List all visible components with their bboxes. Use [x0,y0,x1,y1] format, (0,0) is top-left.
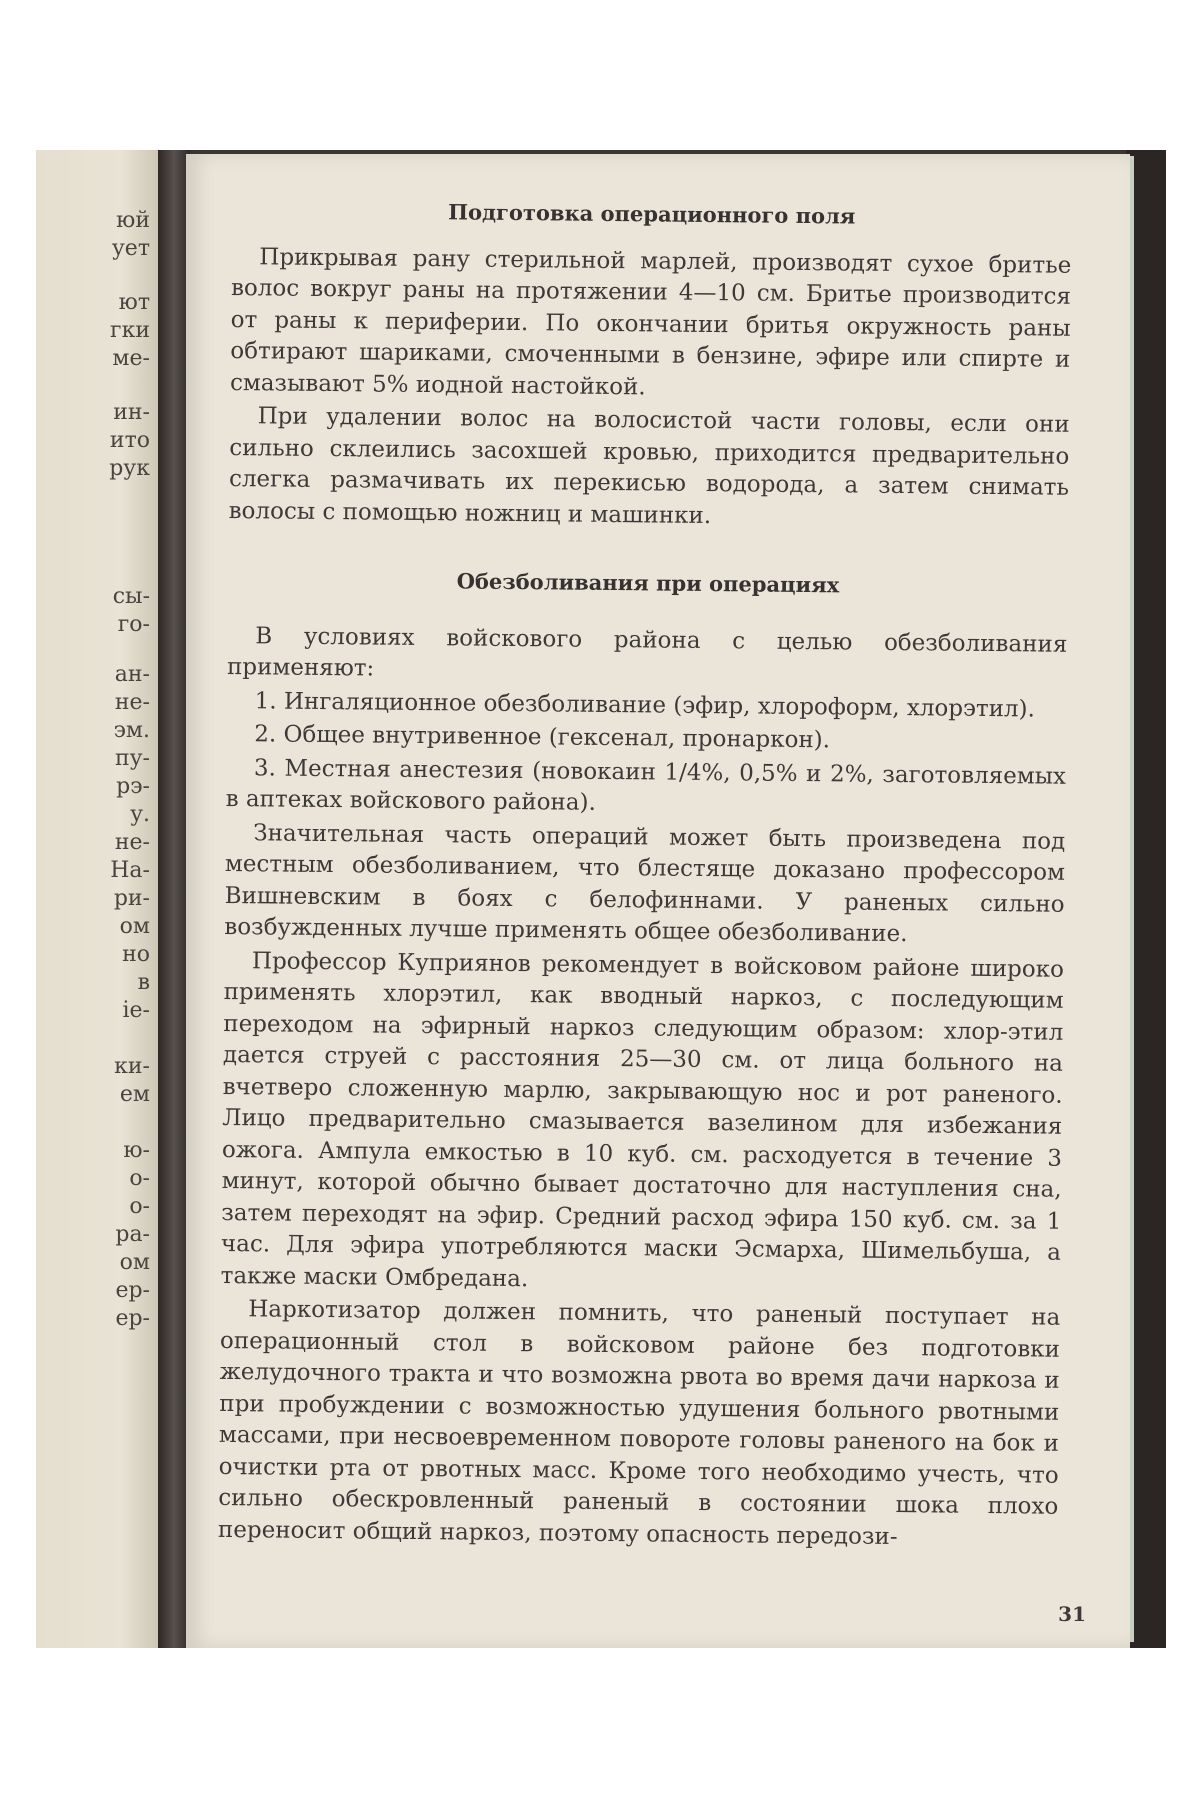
paragraph: Значительная часть операций может быть произведена под местным обезболиванием, что блестяще доказано профессором Вишневским в боях с белофиннами. У раненых сильно возбужденных лучше применять общее обезболивание. [224,819,1066,948]
list-item: 3. Местная анестезия (новокаин 1/4%, 0,5% и 2%, заготовляемых в аптеках войскового района). [225,754,1067,816]
left-page-fragment: ан- [114,662,150,687]
book-page [186,154,1130,1648]
left-page-fragment: юй [116,208,150,233]
book-photo [36,150,1166,1648]
page-number: 31 [1058,1602,1086,1626]
left-page-fragment: ю- [123,1138,150,1163]
left-page-fragment: у. [130,802,150,827]
section-title: Обезболивания при операциях [456,568,840,598]
left-page-fragment: ie- [122,998,150,1023]
page-text [218,194,1072,1557]
left-page-fragment: о- [129,1194,150,1219]
list-item: 2. Общее внутривенное (гексенал, пронаркон). [254,721,831,754]
section-title: Подготовка операционного поля [448,199,856,229]
left-page-fragment: На- [110,858,150,883]
left-page-fragment: ин- [113,400,150,425]
left-page-fragment: ри- [113,886,150,911]
left-page-fragment: ом [119,914,150,939]
left-page-fragment: ито [109,428,150,453]
left-page-fragment: ют [118,290,150,315]
left-page-fragment: ер- [115,1306,150,1331]
paragraph: Прикрывая рану стерильной марлей, производят сухое бритье волос вокруг раны на протяжении 4—10 см. Бритье производится от раны к периферии. По окончании бритья окружность раны обтирают шариками, смоченными в бензине, эфире или спирте и смазывают 5% иодной настойкой. [229,243,1072,400]
left-page-fragment: ра- [115,1222,150,1247]
paragraph: При удалении волос на волосистой части головы, если они сильно склеились засохшей кровью, приходится предварительно слегка размачивать их перекисью водорода, а затем снимать волосы с помощью ножниц и машинки. [228,403,1070,529]
left-page-fragment: в [137,970,150,995]
left-page-fragment: го- [117,612,150,637]
paragraph: Наркотизатор должен помнить, что раненый поступает на операционный стол в войсковом районе без подготовки желудочного тракта и что возможна рвота во время дачи наркоза и при пробуждении с возможностью удушения больного рвотными массами, при несвоевременном повороте головы раненого на бок и очистки рта от рвотных масс. Кроме того необходимо учесть, что сильно обескровленный раненый в состоянии шока плохо переносит общий наркоз, поэтому опасность передози- [217,1296,1061,1550]
left-page-fragment: рэ- [116,774,150,799]
left-page-fragment: но [122,942,150,967]
left-page-fragment: гки [110,318,150,343]
left-page-fragment: о- [129,1166,150,1191]
left-page-fragment: пу- [114,746,150,771]
left-page-fragment: ер- [115,1278,150,1303]
paragraph: Профессор Куприянов рекомендует в войсковом районе широко применять хлорэтил, как вводный наркоз, с последующим переходом на эфирный наркоз следующим образом: хлор-этил дается струей с расстояния 25—30 см. от лица больного на вчетверо сложенную марлю, закрывающую нос и рот раненого. Лицо предварительно смазывается вазелином для избежания ожога. Ампула емкостью в 10 куб. см. расходуется в течение 3 минут, которой обычно бывает достаточно для наступления сна, затем переходят на эфир. Средний расход эфира 150 куб. см. за 1 час. Для эфира употребляются маски Эсмарха, Шимельбуша, а также маски Омбредана. [220,947,1065,1292]
left-page-fragment: не- [114,830,150,855]
left-page-edge [36,150,158,1648]
left-page-fragment: ом [119,1250,150,1275]
left-page-fragment: ем [119,1082,150,1107]
paragraph: В условиях войскового района с целью обезболивания применяют: [226,622,1068,682]
left-page-fragment: сы- [112,584,150,609]
left-page-fragment: ме- [112,346,150,371]
list-item: 1. Ингаляционное обезболивание (эфир, хлороформ, хлорэтил). [254,687,1036,722]
left-page-fragment: эм. [113,718,150,743]
left-page-fragment: не- [114,690,150,715]
left-page-fragment: ует [111,236,150,261]
left-page-fragment: рук [109,456,150,481]
left-page-fragment: ки- [114,1054,150,1079]
